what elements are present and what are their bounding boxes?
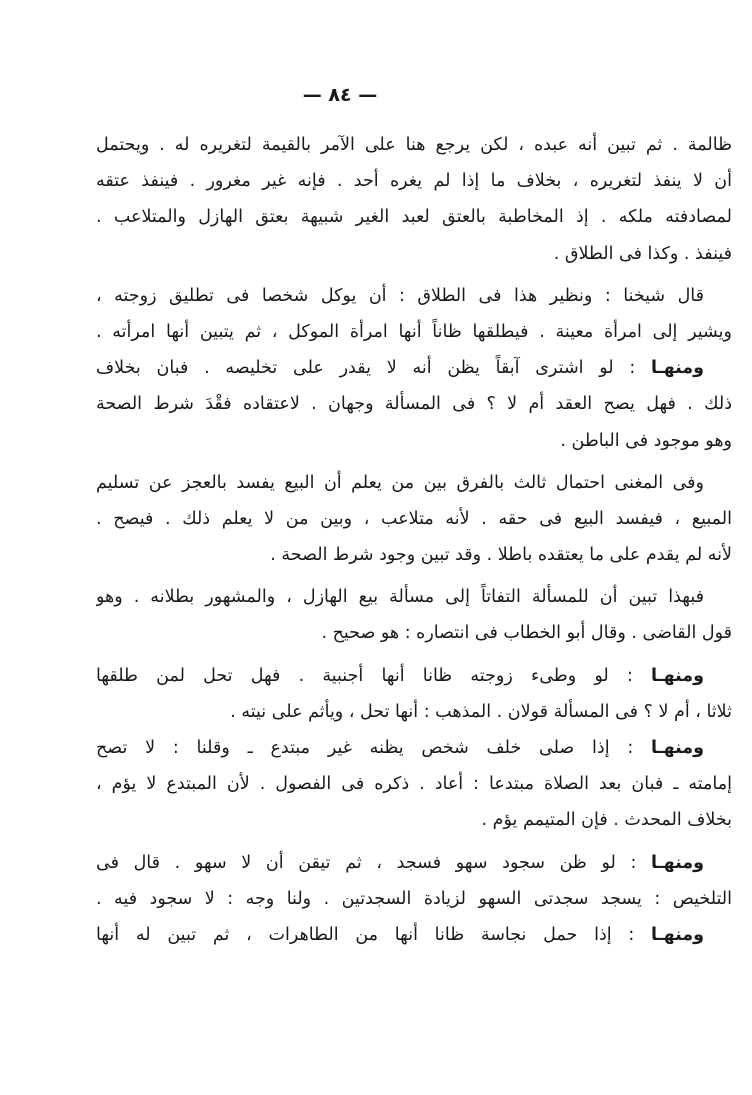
text-line: وفى المغنى احتمال ثالث بالفرق بين من يعلم أن البيع يفسد بالعجز عن تسليم <box>96 472 704 493</box>
text-line: أن لا ينفذ لتغريره ، بخلاف ما إذا لم يغره أحد . فإنه غير مغرور . فينفذ عتقه <box>96 171 732 192</box>
text-line: ويشير إلى امرأة معينة . فيطلقها ظاناً أنها امرأة الموكل ، ثم يتبين أنها امرأته . <box>96 321 732 342</box>
text-line: ومنهـا : لو وطىء زوجته ظانا أنها أجنبية . فهل تحل لمن طلقها <box>96 665 704 686</box>
text-line: ذلك . فهل يصح العقد أم لا ؟ فى المسألة وجهان . لاعتقاده فقْدَ شرط الصحة <box>96 394 732 415</box>
section-lead-word: ومنهـا <box>651 358 704 379</box>
section-lead-word: ومنهـا <box>651 665 704 686</box>
text-line: فينفذ . وكذا فى الطلاق . <box>553 243 732 264</box>
text-line: لأنه لم يقدم على ما يعتقده باطلا . وقد تبين وجود شرط الصحة . <box>270 545 732 566</box>
text-line: قول القاضى . وقال أبو الخطاب فى انتصاره : هو صحيح . <box>321 623 732 644</box>
text-line: ومنهـا : لو ظن سجود سهو فسجد ، ثم تيقن أن لا سهو . قال فى <box>96 852 704 873</box>
text-line: لمصادفته ملكه . إذ المخاطبة بالعتق لعبد الغير شبيهة بعتق الهازل والمتلاعب . <box>96 207 732 228</box>
text-line: التلخيص : يسجد سجدتى السهو لزيادة السجدتين . ولنا وجه : لا سجود فيه . <box>96 888 732 909</box>
text-line: وهو موجود فى الباطن . <box>560 430 732 451</box>
text-line: إمامته ـ فبان بعد الصلاة مبتدعا : أعاد . ذكره فى الفصول . لأن المبتدع لا يؤم ، <box>96 774 732 795</box>
body-text <box>96 127 732 953</box>
section-lead-word: ومنهـا <box>651 924 704 945</box>
text-line: ومنهـا : لو اشترى آبقاً يظن أنه لا يقدر على تخليصه . فبان بخلاف <box>96 358 704 379</box>
page-number: — ٨٤ — <box>302 84 378 106</box>
section-lead-word: ومنهـا <box>651 852 704 873</box>
text-line: بخلاف المحدث . فإن المتيمم يؤم . <box>481 810 732 831</box>
text-line: المبيع ، فيفسد البيع فى حقه . لأنه متلاعب ، وبين من لا يعلم ذلك . فيصح . <box>96 508 732 529</box>
section-lead-word: ومنهـا <box>651 738 704 758</box>
text-line: ومنهـا : إذا صلى خلف شخص يظنه غير مبتدع ـ وقلنا : لا تصح <box>96 738 704 758</box>
text-line: ثلاثا ، أم لا ؟ فى المسألة قولان . المذهب : أنها تحل ، ويأثم على نيته . <box>230 701 732 722</box>
text-line: فبهذا تبين أن للمسألة التفاتاً إلى مسألة بيع الهازل ، والمشهور بطلانه . وهو <box>96 587 704 608</box>
text-line: ومنهـا : إذا حمل نجاسة ظانا أنها من الطاهرات ، ثم تبين له أنها <box>96 924 704 945</box>
text-line: ظالمة . ثم تبين أنه عبده ، لكن يرجع هنا على الآمر بالقيمة لتغريره له . ويحتمل <box>96 135 732 155</box>
text-line: قال شيخنا : ونظير هذا فى الطلاق : أن يوكل شخصا فى تطليق زوجته ، <box>96 285 704 306</box>
